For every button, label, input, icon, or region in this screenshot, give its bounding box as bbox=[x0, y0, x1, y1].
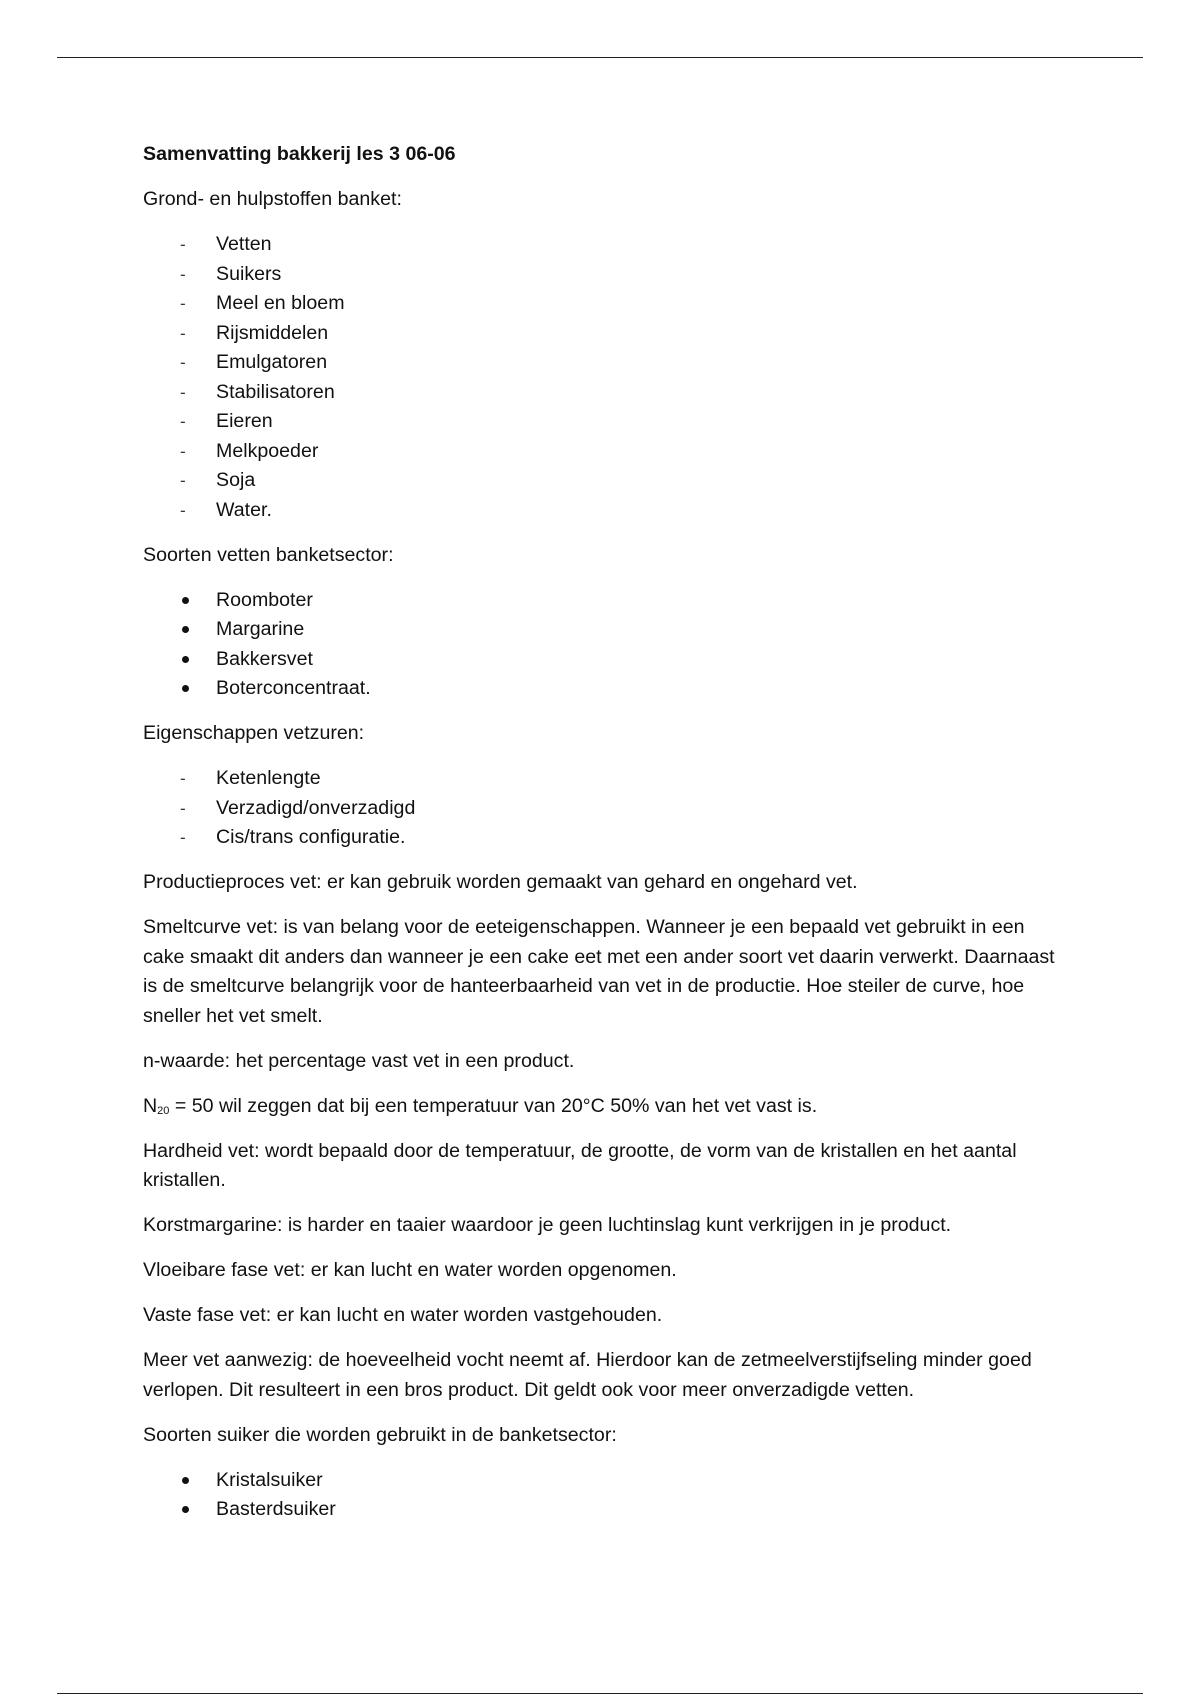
paragraph-korstmargarine: Korstmargarine: is harder en taaier waardoor je geen luchtinslag kunt verkrijgen in je product. bbox=[143, 1214, 952, 1236]
paragraph-hardheid: Hardheid vet: wordt bepaald door de temperatuur, de grootte, de vorm van de kristallen en het aantal kristallen. bbox=[143, 1139, 1017, 1191]
list-item-text: Ketenlengte bbox=[216, 767, 321, 789]
paragraph-vaste-fase: Vaste fase vet: er kan lucht en water worden vastgehouden. bbox=[143, 1304, 663, 1326]
dash-marker: - bbox=[180, 294, 186, 313]
list-vetzuren bbox=[143, 764, 1063, 853]
list-item-text: Eieren bbox=[216, 410, 273, 432]
list-item-text: Melkpoeder bbox=[216, 439, 319, 462]
dash-marker: - bbox=[180, 828, 186, 847]
dash-marker: - bbox=[180, 412, 186, 431]
document-page bbox=[143, 140, 1063, 1540]
document-title: Samenvatting bakkerij les 3 06-06 bbox=[143, 143, 456, 165]
list-item bbox=[143, 378, 1063, 408]
list-item bbox=[143, 794, 1063, 824]
dash-marker: - bbox=[180, 264, 186, 284]
list-item-text: Margarine bbox=[216, 618, 305, 640]
paragraph-productieproces: Productieproces vet: er kan gebruik worden gemaakt van gehard en ongehard vet. bbox=[143, 871, 858, 893]
paragraph-grondstoffen-intro: Grond- en hulpstoffen banket: bbox=[143, 188, 402, 210]
paragraph-vetten-intro: Soorten vetten banketsector: bbox=[143, 543, 394, 566]
list-item bbox=[143, 466, 1063, 496]
list-item bbox=[143, 764, 1063, 794]
list-item-text: Roomboter bbox=[216, 588, 313, 611]
list-item-text: Bakkersvet bbox=[216, 647, 313, 670]
list-item bbox=[143, 674, 1063, 704]
list-item-text: Rijsmiddelen bbox=[216, 321, 329, 344]
list-item bbox=[143, 645, 1063, 675]
dash-marker: - bbox=[180, 471, 186, 490]
list-item bbox=[143, 823, 1063, 853]
paragraph-meer-vet: Meer vet aanwezig: de hoeveelheid vocht neemt af. Hierdoor kan de zetmeelverstijfseling minder goed verlopen. Dit resulteert in een bros product. Dit geldt ook voor meer onverzadigde vetten. bbox=[143, 1349, 1032, 1401]
list-item-text: Boterconcentraat. bbox=[216, 677, 371, 699]
list-item bbox=[143, 586, 1063, 616]
list-item bbox=[143, 230, 1063, 260]
header-rule bbox=[57, 57, 1143, 58]
n20-subscript: 20 bbox=[157, 1104, 170, 1117]
n20-base: N bbox=[143, 1094, 158, 1117]
list-item-text: Kristalsuiker bbox=[216, 1468, 323, 1491]
list-item bbox=[143, 1466, 1063, 1496]
dash-marker: - bbox=[180, 441, 186, 461]
paragraph-suiker-intro: Soorten suiker die worden gebruikt in de banketsector: bbox=[143, 1423, 617, 1446]
list-vetten bbox=[143, 586, 1063, 704]
paragraph-vetzuren-intro: Eigenschappen vetzuren: bbox=[143, 722, 365, 744]
list-item bbox=[143, 615, 1063, 645]
list-item bbox=[143, 289, 1063, 319]
list-item-text: Emulgatoren bbox=[216, 351, 328, 373]
list-item-text: Water. bbox=[216, 498, 272, 521]
list-item bbox=[143, 319, 1063, 349]
list-item bbox=[143, 407, 1063, 437]
dash-marker: - bbox=[180, 353, 186, 372]
paragraph-n20 bbox=[143, 1092, 1063, 1122]
list-item bbox=[143, 437, 1063, 467]
dash-marker: - bbox=[180, 382, 186, 402]
dash-marker: - bbox=[180, 500, 186, 520]
list-item-text: Soja bbox=[216, 469, 256, 491]
list-grondstoffen bbox=[143, 230, 1063, 525]
list-item bbox=[143, 260, 1063, 290]
footer-rule bbox=[57, 1693, 1143, 1694]
list-item-text: Cis/trans configuratie. bbox=[216, 826, 406, 848]
dash-marker: - bbox=[180, 323, 186, 343]
paragraph-vloeibare-fase: Vloeibare fase vet: er kan lucht en water worden opgenomen. bbox=[143, 1259, 677, 1281]
list-item-text: Verzadigd/onverzadigd bbox=[216, 796, 416, 819]
list-item-text: Suikers bbox=[216, 262, 282, 285]
list-item-text: Stabilisatoren bbox=[216, 380, 335, 403]
paragraph-n-waarde: n-waarde: het percentage vast vet in een product. bbox=[143, 1049, 575, 1072]
list-item-text: Meel en bloem bbox=[216, 292, 345, 314]
list-item bbox=[143, 496, 1063, 526]
list-item bbox=[143, 348, 1063, 378]
list-item-text: Vetten bbox=[216, 233, 272, 255]
paragraph-smeltcurve: Smeltcurve vet: is van belang voor de eeteigenschappen. Wanneer je een bepaald vet gebruikt in een cake smaakt dit anders dan wanneer je een cake eet met een ander soort vet daarin verwerkt. Daarnaast is de smeltcurve belangrijk voor de hanteerbaarheid van vet in de productie. Hoe steiler de curve, hoe sneller het vet smelt. bbox=[143, 916, 1055, 1027]
list-suikers bbox=[143, 1466, 1063, 1525]
list-item-text: Basterdsuiker bbox=[216, 1498, 336, 1520]
list-item bbox=[143, 1495, 1063, 1525]
dash-marker: - bbox=[180, 235, 186, 254]
dash-marker: - bbox=[180, 769, 186, 788]
n20-text: = 50 wil zeggen dat bij een temperatuur van 20°C 50% van het vet vast is. bbox=[169, 1094, 818, 1117]
dash-marker: - bbox=[180, 798, 186, 818]
